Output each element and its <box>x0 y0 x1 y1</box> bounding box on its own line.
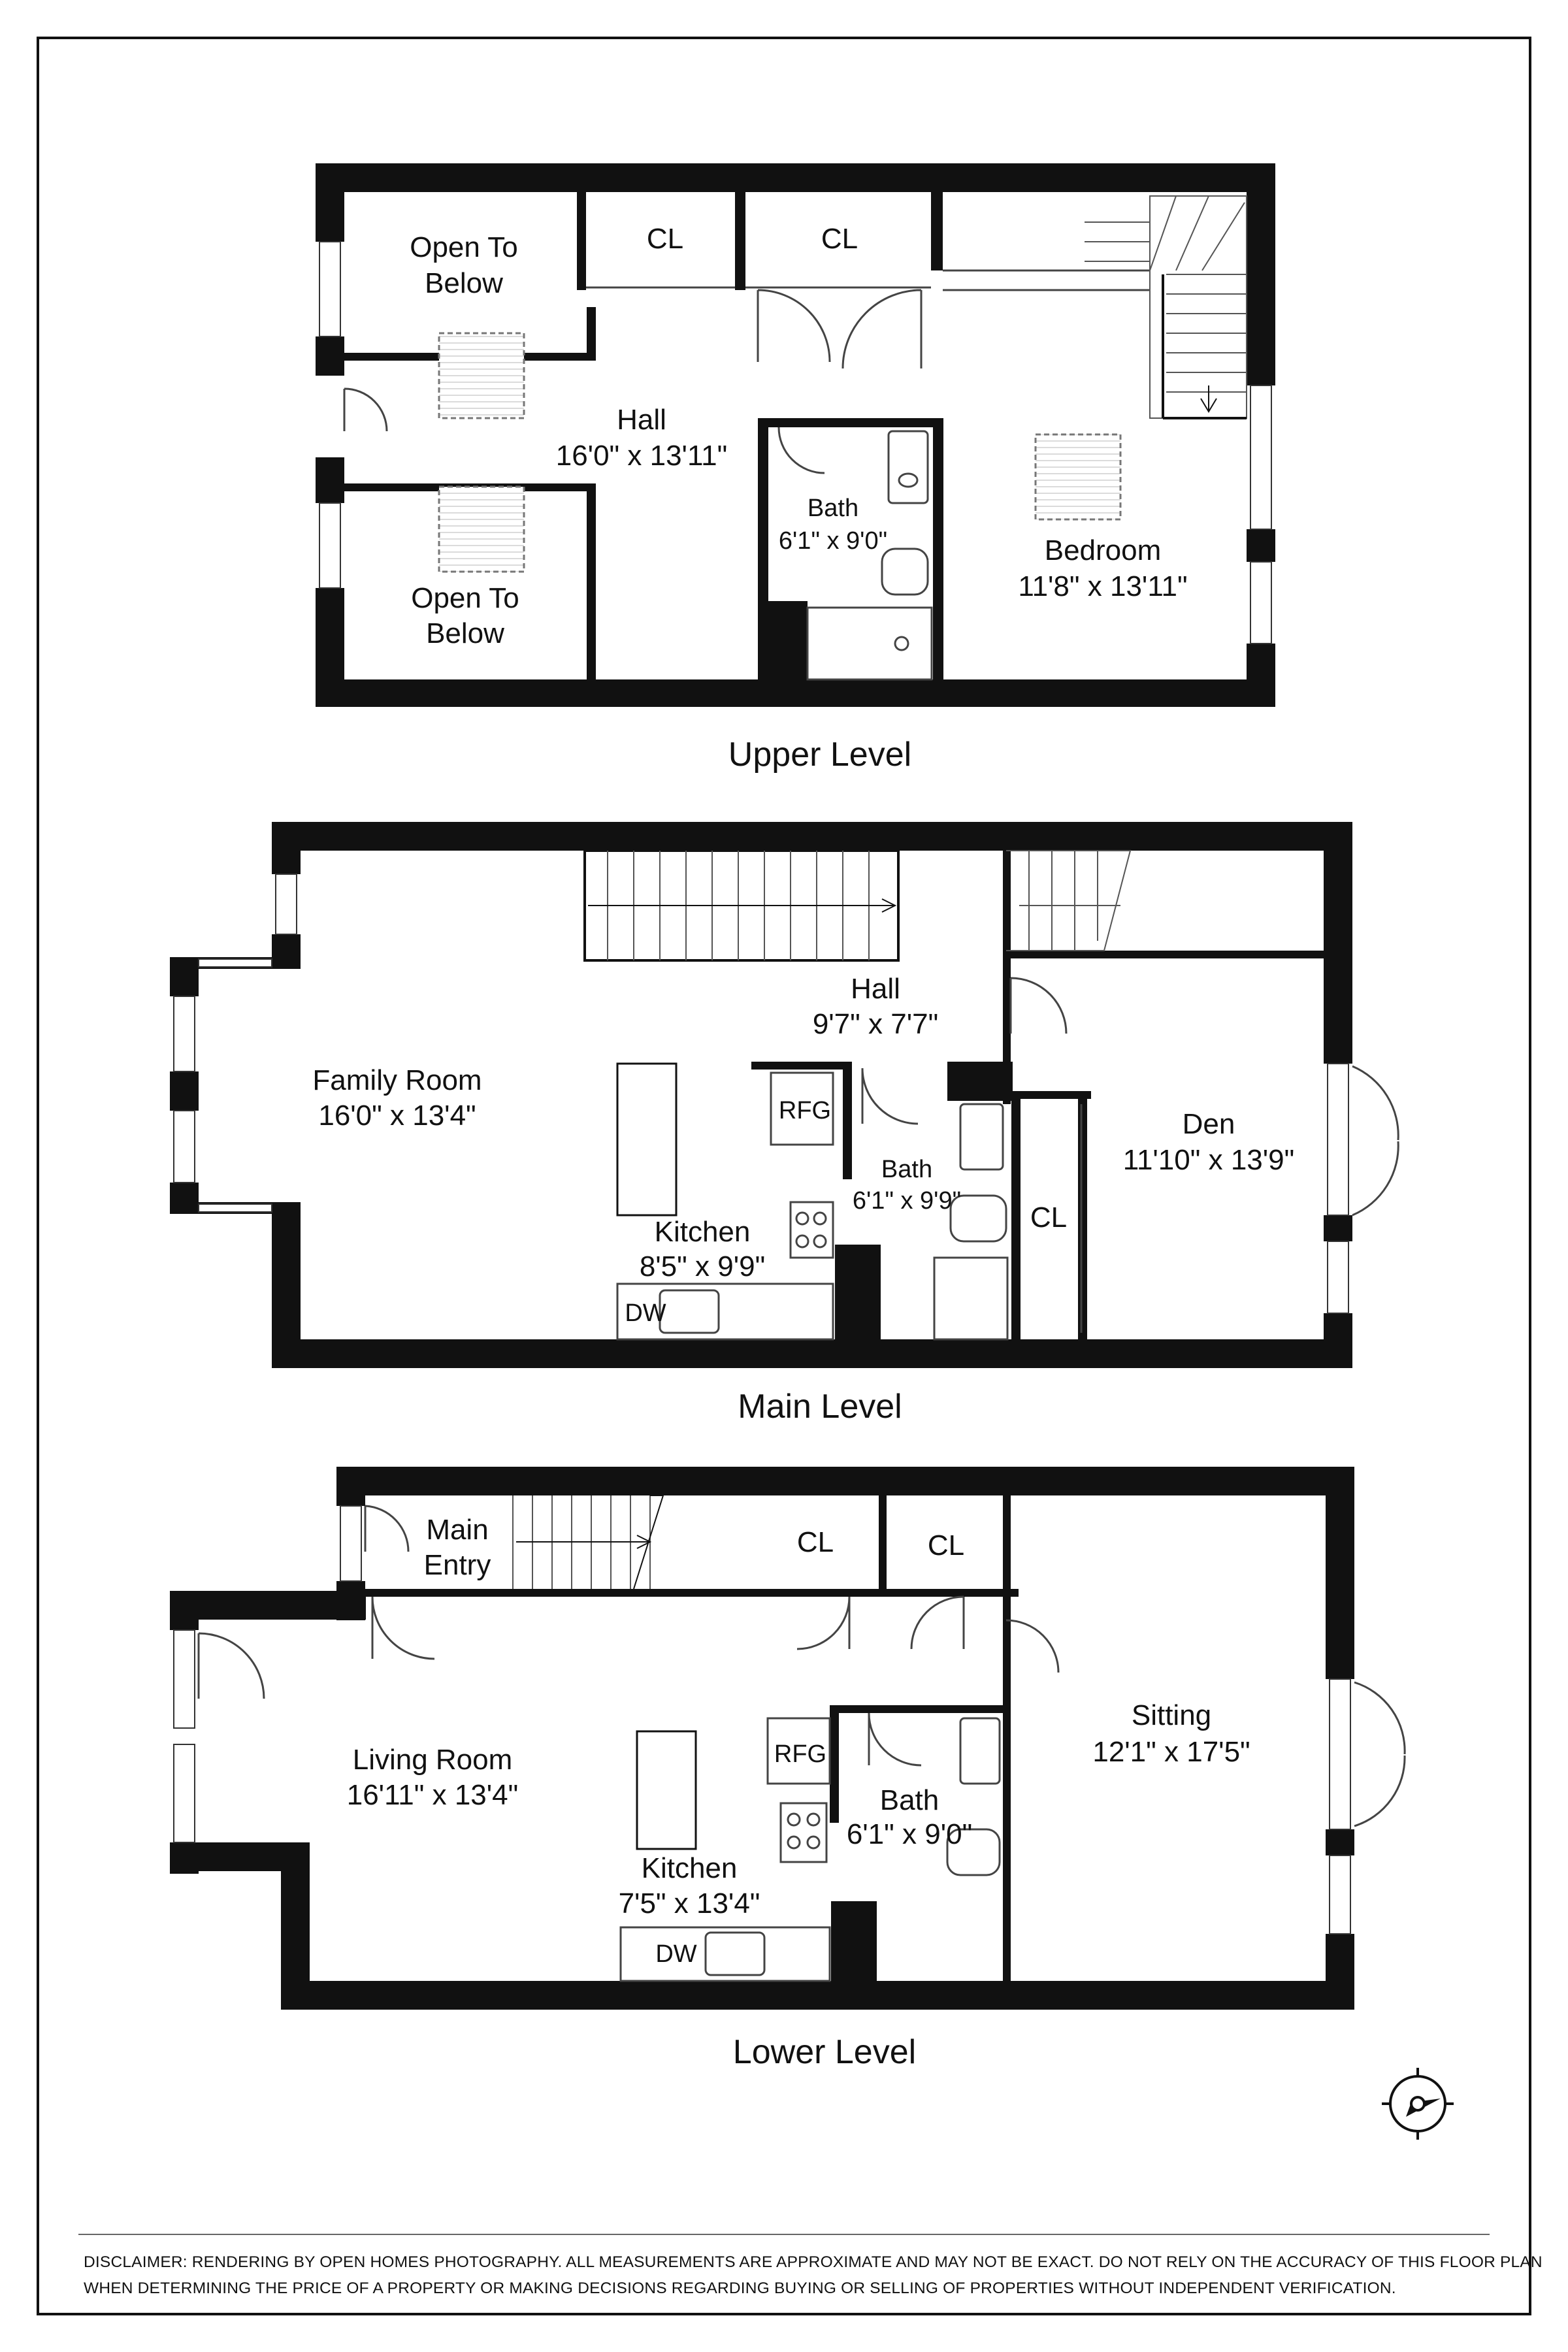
lower-sitting-name: Sitting <box>1131 1699 1212 1731</box>
main-family-label <box>312 1064 482 1132</box>
lower-kitchen-size: 7'5" x 13'4" <box>618 1887 760 1919</box>
main-family-name: Family Room <box>312 1064 482 1096</box>
main-bath-label <box>853 1156 961 1215</box>
upper-bath-name: Bath <box>807 495 859 522</box>
lower-living-size: 16'11" x 13'4" <box>346 1779 519 1811</box>
main-kitchen-size: 8'5" x 9'9" <box>639 1250 766 1282</box>
lower-level-title: Lower Level <box>732 2033 917 2071</box>
disclaimer-line-1: DISCLAIMER: RENDERING BY OPEN HOMES PHOTOGRAPHY. ALL MEASUREMENTS ARE APPROXIMATE AND MAY NOT BE EXACT. DO NOT RELY ON THE ACCURACY OF THIS FLOOR PLAN <box>84 2253 1543 2271</box>
main-level-title: Main Level <box>738 1388 902 1426</box>
upper-open-top-label <box>410 231 518 299</box>
upper-bath-size: 6'1" x 9'0" <box>778 527 888 555</box>
upper-hall-size: 16'0" x 13'11" <box>555 440 728 472</box>
main-bath-name: Bath <box>881 1156 933 1183</box>
lower-dw-label: DW <box>655 1940 697 1968</box>
compass-icon <box>1382 2068 1454 2140</box>
lower-cl1-label: CL <box>796 1526 834 1558</box>
main-family-size: 16'0" x 13'4" <box>318 1100 476 1132</box>
main-cl-label: CL <box>1030 1201 1068 1233</box>
lower-bath-size: 6'1" x 9'0" <box>846 1818 973 1850</box>
upper-hall-label <box>556 404 728 472</box>
upper-cl2-label: CL <box>821 223 858 255</box>
main-den-name: Den <box>1182 1108 1235 1140</box>
main-level-plan <box>170 822 1398 1426</box>
lower-living-name: Living Room <box>352 1744 513 1776</box>
main-dw-label: DW <box>625 1299 666 1327</box>
lower-living-label <box>347 1744 519 1811</box>
upper-open-top-l2: Below <box>425 267 503 299</box>
lower-cl2-label: CL <box>927 1529 965 1561</box>
main-kitchen-label <box>640 1216 765 1282</box>
lower-entry-l2: Entry <box>423 1549 491 1581</box>
upper-bedroom-label <box>1018 534 1187 602</box>
upper-level-title: Upper Level <box>728 736 912 774</box>
main-rfg-label: RFG <box>778 1097 832 1124</box>
lower-kitchen-label <box>619 1852 760 1919</box>
main-hall-size: 9'7" x 7'7" <box>812 1008 939 1040</box>
upper-open-bottom-l2: Below <box>426 617 504 649</box>
upper-open-top-l1: Open To <box>410 231 518 263</box>
stair-icon <box>513 1495 663 1589</box>
upper-bedroom-size: 11'8" x 13'11" <box>1018 570 1188 602</box>
lower-rfg-label: RFG <box>774 1740 827 1768</box>
upper-cl1-label: CL <box>646 223 684 255</box>
stair-icon <box>585 851 1130 960</box>
lower-entry-label <box>424 1514 491 1581</box>
lower-bath-label <box>847 1784 972 1850</box>
lower-sitting-label <box>1092 1699 1250 1768</box>
main-den-size: 11'10" x 13'9" <box>1122 1144 1295 1176</box>
upper-open-bottom-l1: Open To <box>411 582 519 614</box>
lower-sitting-size: 12'1" x 17'5" <box>1092 1736 1250 1768</box>
sheet-border <box>38 38 1530 2314</box>
main-den-label <box>1123 1108 1295 1176</box>
disclaimer-line-2: WHEN DETERMINING THE PRICE OF A PROPERTY OR MAKING DECISIONS REGARDING BUYING OR SELLING OF PROPERTIES WITHOUT INDEPENDENT VERIFICATION. <box>84 2279 1396 2297</box>
main-kitchen-name: Kitchen <box>654 1216 751 1248</box>
main-bath-size: 6'1" x 9'9" <box>852 1187 962 1215</box>
upper-level-plan <box>316 163 1275 774</box>
upper-bath-label <box>779 495 887 555</box>
lower-level-plan <box>170 1467 1405 2071</box>
main-hall-name: Hall <box>851 973 900 1005</box>
upper-bedroom-name: Bedroom <box>1044 534 1162 566</box>
lower-bath-name: Bath <box>879 1784 939 1816</box>
upper-open-bottom-label <box>411 582 519 649</box>
main-hall-label <box>813 973 938 1040</box>
upper-hall-name: Hall <box>617 404 666 436</box>
lower-entry-l1: Main <box>426 1514 489 1546</box>
stair-icon <box>1085 196 1247 418</box>
lower-kitchen-name: Kitchen <box>641 1852 738 1884</box>
